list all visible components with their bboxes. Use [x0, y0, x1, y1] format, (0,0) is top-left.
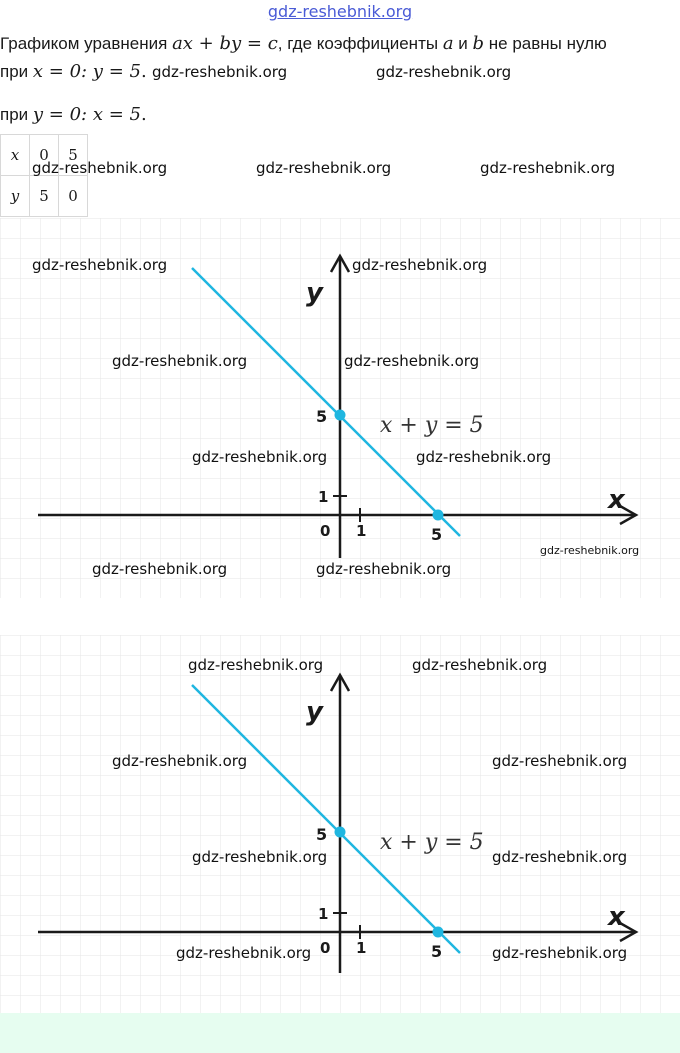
watermark: gdz-reshebnik.org [480, 159, 616, 177]
table-cell: 5 [30, 176, 59, 217]
watermark: gdz-reshebnik.org [316, 560, 452, 578]
point-0-5 [335, 827, 346, 838]
watermark: gdz-reshebnik.org [192, 448, 328, 466]
line2-equation: x = 0: y = 5 [32, 61, 141, 82]
tick-label-y1: 1 [318, 905, 329, 923]
text-line-1 [0, 33, 607, 54]
coef-a: a [442, 33, 454, 54]
watermark: gdz-reshebnik.org [112, 352, 248, 370]
watermark: gdz-reshebnik.org [416, 448, 552, 466]
watermark: gdz-reshebnik.org [540, 544, 640, 557]
equation-label: x + y = 5 [380, 830, 484, 855]
table-row [1, 176, 88, 217]
tick-label-x1: 1 [356, 939, 367, 957]
tick-label-x5: 5 [431, 525, 443, 544]
watermark: gdz-reshebnik.org [352, 256, 488, 274]
watermark: gdz-reshebnik.org [256, 159, 392, 177]
watermark: gdz-reshebnik.org [176, 944, 312, 962]
text-line-3 [0, 104, 147, 125]
tick-label-y5: 5 [316, 825, 328, 844]
watermark: gdz-reshebnik.org [192, 848, 328, 866]
watermark: gdz-reshebnik.org [492, 944, 628, 962]
watermark: gdz-reshebnik.org [188, 656, 324, 674]
header-watermark-link[interactable]: gdz-reshebnik.org [267, 2, 413, 21]
tick-label-x5: 5 [431, 942, 443, 961]
watermark: gdz-reshebnik.org [92, 560, 228, 578]
text-line-2 [0, 61, 147, 82]
graph-1 [0, 218, 680, 598]
table-cell: 0 [59, 176, 88, 217]
watermark: gdz-reshebnik.org [32, 256, 168, 274]
point-0-5 [335, 410, 346, 421]
watermark: gdz-reshebnik.org [112, 752, 248, 770]
watermark: gdz-reshebnik.org [412, 656, 548, 674]
equation-label: x + y = 5 [380, 413, 484, 438]
line1-and: и [458, 34, 468, 53]
watermark: gdz-reshebnik.org [492, 848, 628, 866]
tick-label-y5: 5 [316, 407, 328, 426]
line2-dot: . [140, 61, 147, 82]
line3-dot: . [140, 104, 147, 125]
watermark: gdz-reshebnik.org [376, 63, 512, 81]
tick-label-origin: 0 [320, 939, 331, 957]
watermark: gdz-reshebnik.org [152, 63, 288, 81]
table-cell: 5 [59, 135, 88, 176]
tick-label-y1: 1 [318, 488, 329, 506]
table-head-x: x [1, 135, 30, 176]
watermark: gdz-reshebnik.org [32, 159, 168, 177]
point-5-0 [433, 510, 444, 521]
line1-prefix: Графиком уравнения [0, 34, 168, 53]
y-axis-label: y [306, 697, 323, 727]
point-5-0 [433, 927, 444, 938]
tick-label-x1: 1 [356, 522, 367, 540]
coef-b: b [472, 33, 485, 54]
watermark: gdz-reshebnik.org [492, 752, 628, 770]
graph-1-svg [0, 218, 680, 598]
x-axis-label: x [608, 485, 625, 515]
table-head-y: y [1, 176, 30, 217]
line2-prefix: при [0, 62, 29, 81]
x-axis-label: x [608, 902, 625, 932]
line3-prefix: при [0, 105, 29, 124]
table-cell: 0 [30, 135, 59, 176]
line1-suffix: не равны нулю [488, 34, 607, 53]
y-axis-label: y [306, 278, 323, 308]
line3-equation: y = 0: x = 5 [32, 104, 141, 125]
bottom-band [0, 1013, 680, 1053]
tick-label-origin: 0 [320, 522, 331, 540]
watermark: gdz-reshebnik.org [344, 352, 480, 370]
equation-general: ax + by = c [172, 33, 278, 54]
line1-mid: , где коэффициенты [277, 34, 439, 53]
